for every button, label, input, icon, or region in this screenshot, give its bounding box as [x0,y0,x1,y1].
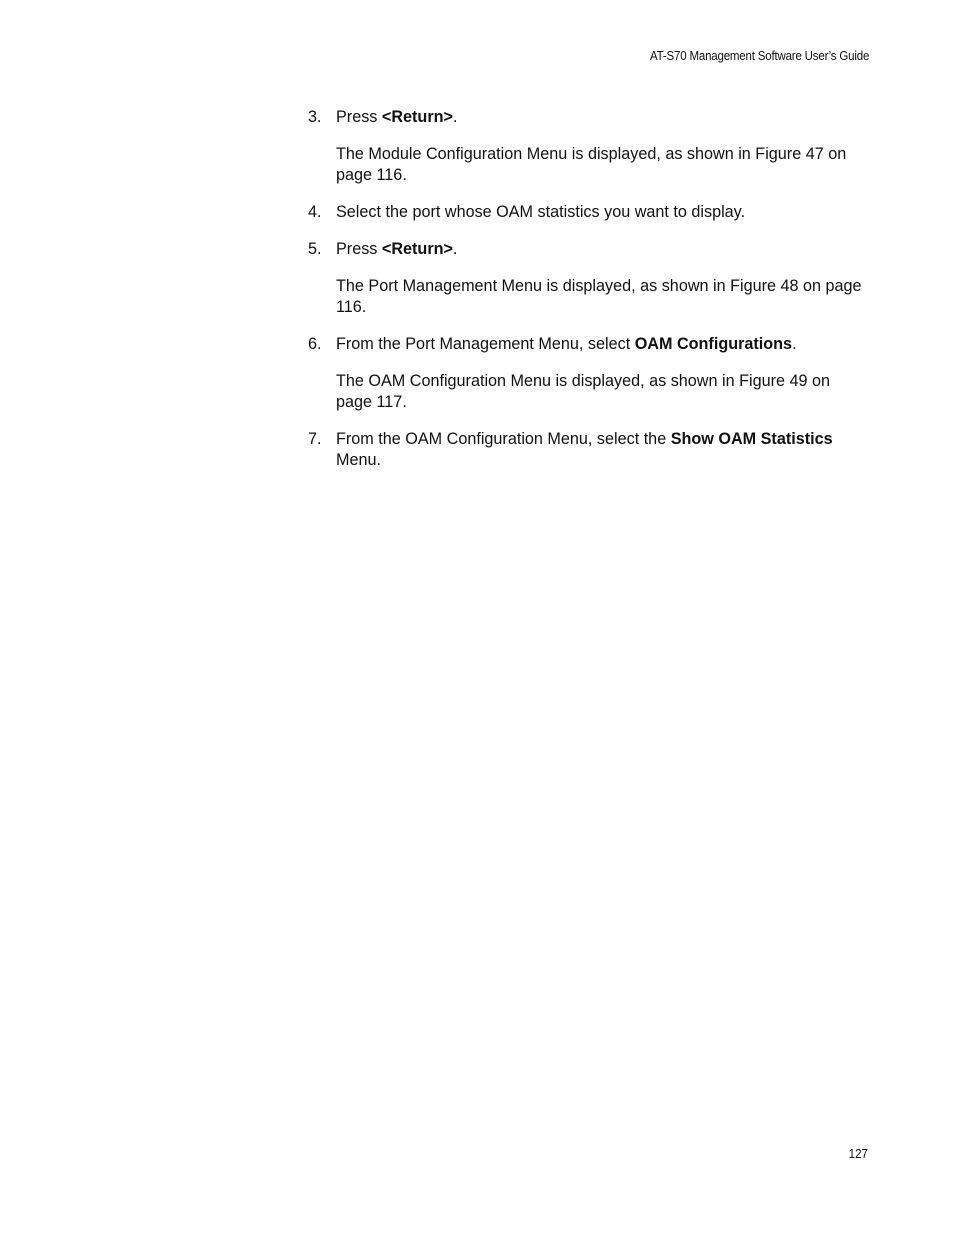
step-number: 5. [308,240,322,258]
step-number: 6. [308,335,322,353]
step-6 [308,334,868,355]
page-number: 127 [848,1147,868,1161]
step-text: From the OAM Configuration Menu, select the [336,430,671,448]
key-return: <Return> [381,108,453,126]
step-punctuation: . [452,108,458,126]
step-3 [308,107,868,128]
step-suffix: Menu. [336,451,381,469]
step-5 [308,239,868,260]
step-punctuation: . [792,335,797,353]
step-6-result: The OAM Configuration Menu is displayed, as shown in Figure 49 on page 117. [336,372,830,411]
step-punctuation: . [452,240,458,258]
step-text: Press [336,240,382,258]
running-header: AT-S70 Management Software User’s Guide [649,49,869,63]
menu-option-oam-configurations: OAM Configurations [634,335,793,353]
step-5-result: The Port Management Menu is displayed, as shown in Figure 48 on page 116. [336,277,862,316]
step-4 [308,202,868,223]
step-number: 3. [308,108,322,126]
menu-option-show-oam-statistics: Show OAM Statistics [670,430,833,448]
instruction-steps [308,107,868,487]
key-return: <Return> [381,240,453,258]
step-3-result: The Module Configuration Menu is displayed, as shown in Figure 47 on page 116. [336,145,847,184]
step-7 [308,429,868,471]
step-number: 7. [308,430,322,448]
step-text: From the Port Management Menu, select [336,335,635,353]
step-text: Select the port whose OAM statistics you want to display. [336,203,746,221]
step-text: Press [336,108,382,126]
step-number: 4. [308,203,322,221]
